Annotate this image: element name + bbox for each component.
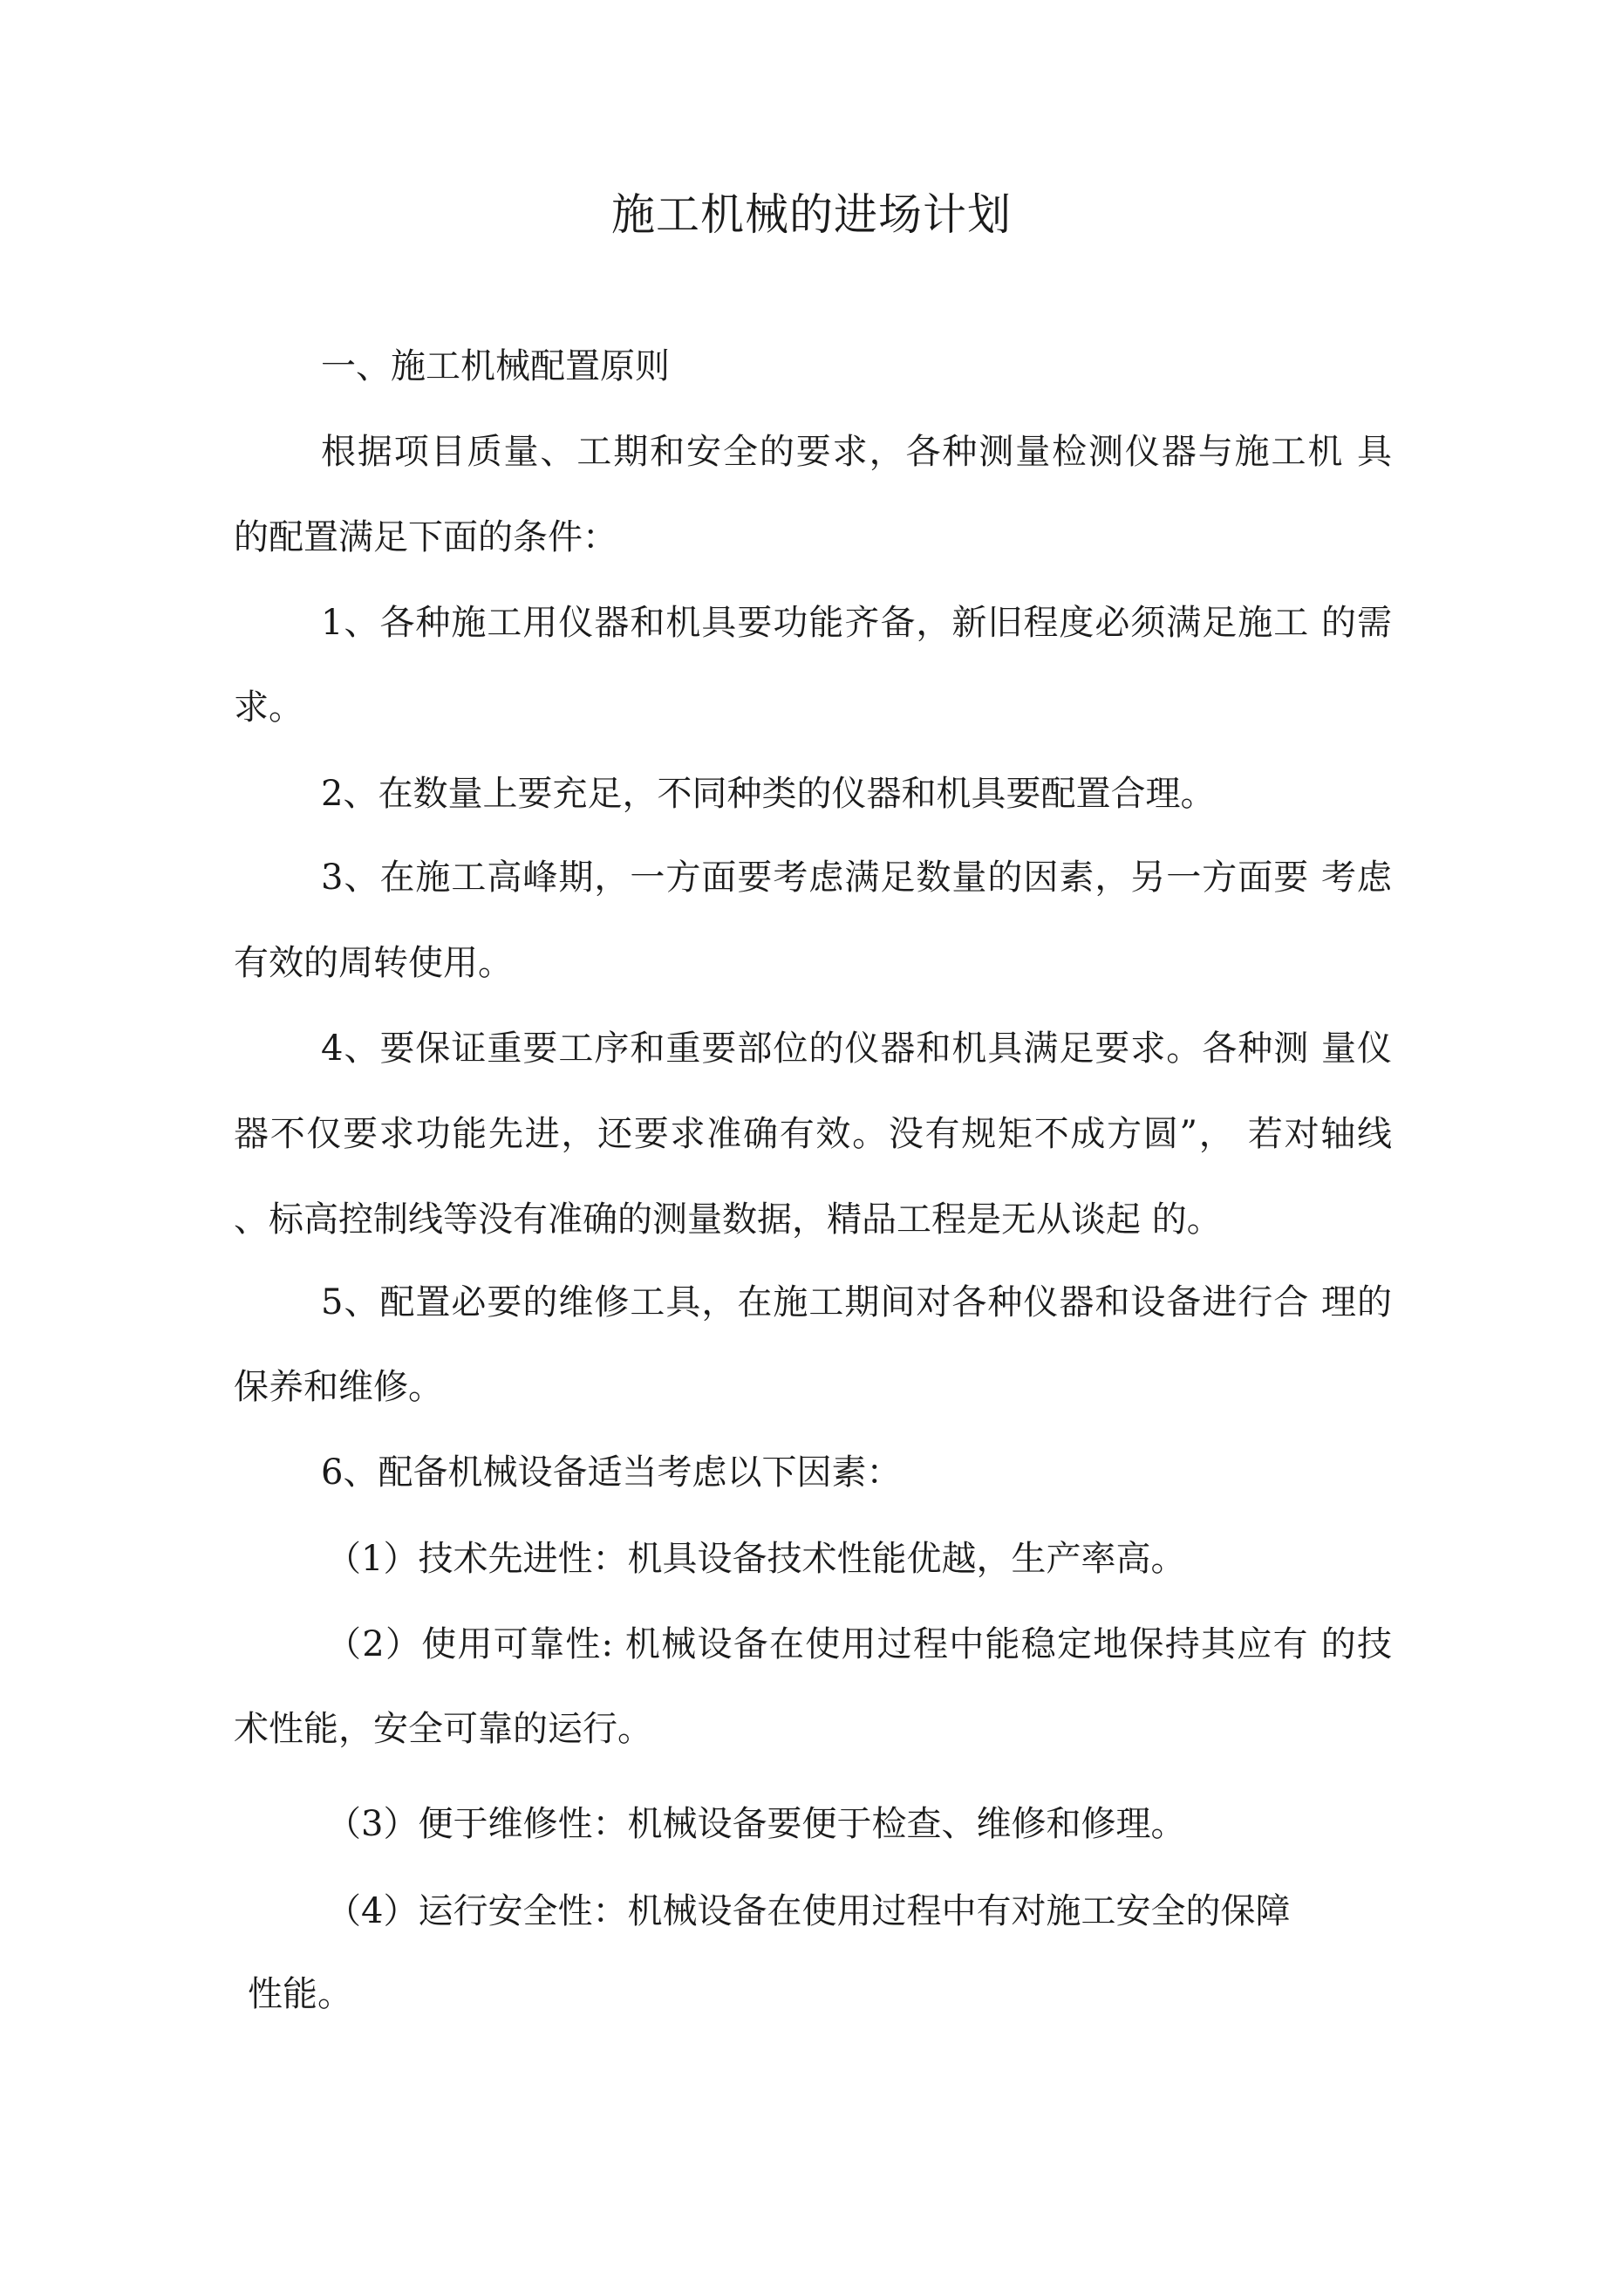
paragraph-line: （4）运行安全性：机械设备在使用过程中有对施工安全的保障 bbox=[326, 1891, 1291, 1931]
paragraph-line: 5、配置必要的维修工具，在施工期间对各种仪器和设备进行合 理的 bbox=[321, 1282, 1392, 1322]
paragraph-line: 的配置满足下面的条件： bbox=[234, 517, 617, 557]
paragraph-line: 求。 bbox=[234, 687, 303, 728]
paragraph-line: 根据项目质量、工期和安全的要求，各种测量检测仪器与施工机 具 bbox=[321, 432, 1392, 472]
paragraph-line: 6、配备机械设备适当考虑以下因素： bbox=[321, 1452, 902, 1493]
paragraph-line: （2）使用可靠性: 机械设备在使用过程中能稳定地保持其应有 的技 bbox=[326, 1624, 1392, 1664]
paragraph-line: 2、在数量上要充足，不同种类的仪器和机具要配置合理。 bbox=[321, 774, 1216, 814]
paragraph-line: 1、各种施工用仪器和机具要功能齐备，新旧程度必须满足施工 的需 bbox=[321, 603, 1392, 643]
document-title: 施工机械的进场计划 bbox=[611, 189, 1012, 240]
paragraph-line: 、标高控制线等没有准确的测量数据，精品工程是无从谈起 的。 bbox=[234, 1199, 1222, 1240]
paragraph-line: 术性能，安全可靠的运行。 bbox=[234, 1709, 652, 1749]
paragraph-line: 器不仅要求功能先进，还要求准确有效。没有规矩不成方圆”， 若对轴线 bbox=[234, 1114, 1392, 1154]
paragraph-line: （3）便于维修性：机械设备要便于检查、维修和修理。 bbox=[326, 1804, 1186, 1844]
paragraph-line: 保养和维修。 bbox=[234, 1367, 443, 1407]
paragraph-line: 4、要保证重要工序和重要部位的仪器和机具满足要求。各种测 量仪 bbox=[321, 1028, 1392, 1069]
paragraph-line: 性能。 bbox=[248, 1974, 352, 2014]
section-heading: 一、施工机械配置原则 bbox=[321, 346, 670, 386]
paragraph-line: （1）技术先进性：机具设备技术性能优越，生产率高。 bbox=[326, 1539, 1186, 1579]
paragraph-line: 有效的周转使用。 bbox=[234, 943, 513, 983]
paragraph-line: 3、在施工高峰期，一方面要考虑满足数量的因素，另一方面要 考虑 bbox=[321, 858, 1392, 898]
